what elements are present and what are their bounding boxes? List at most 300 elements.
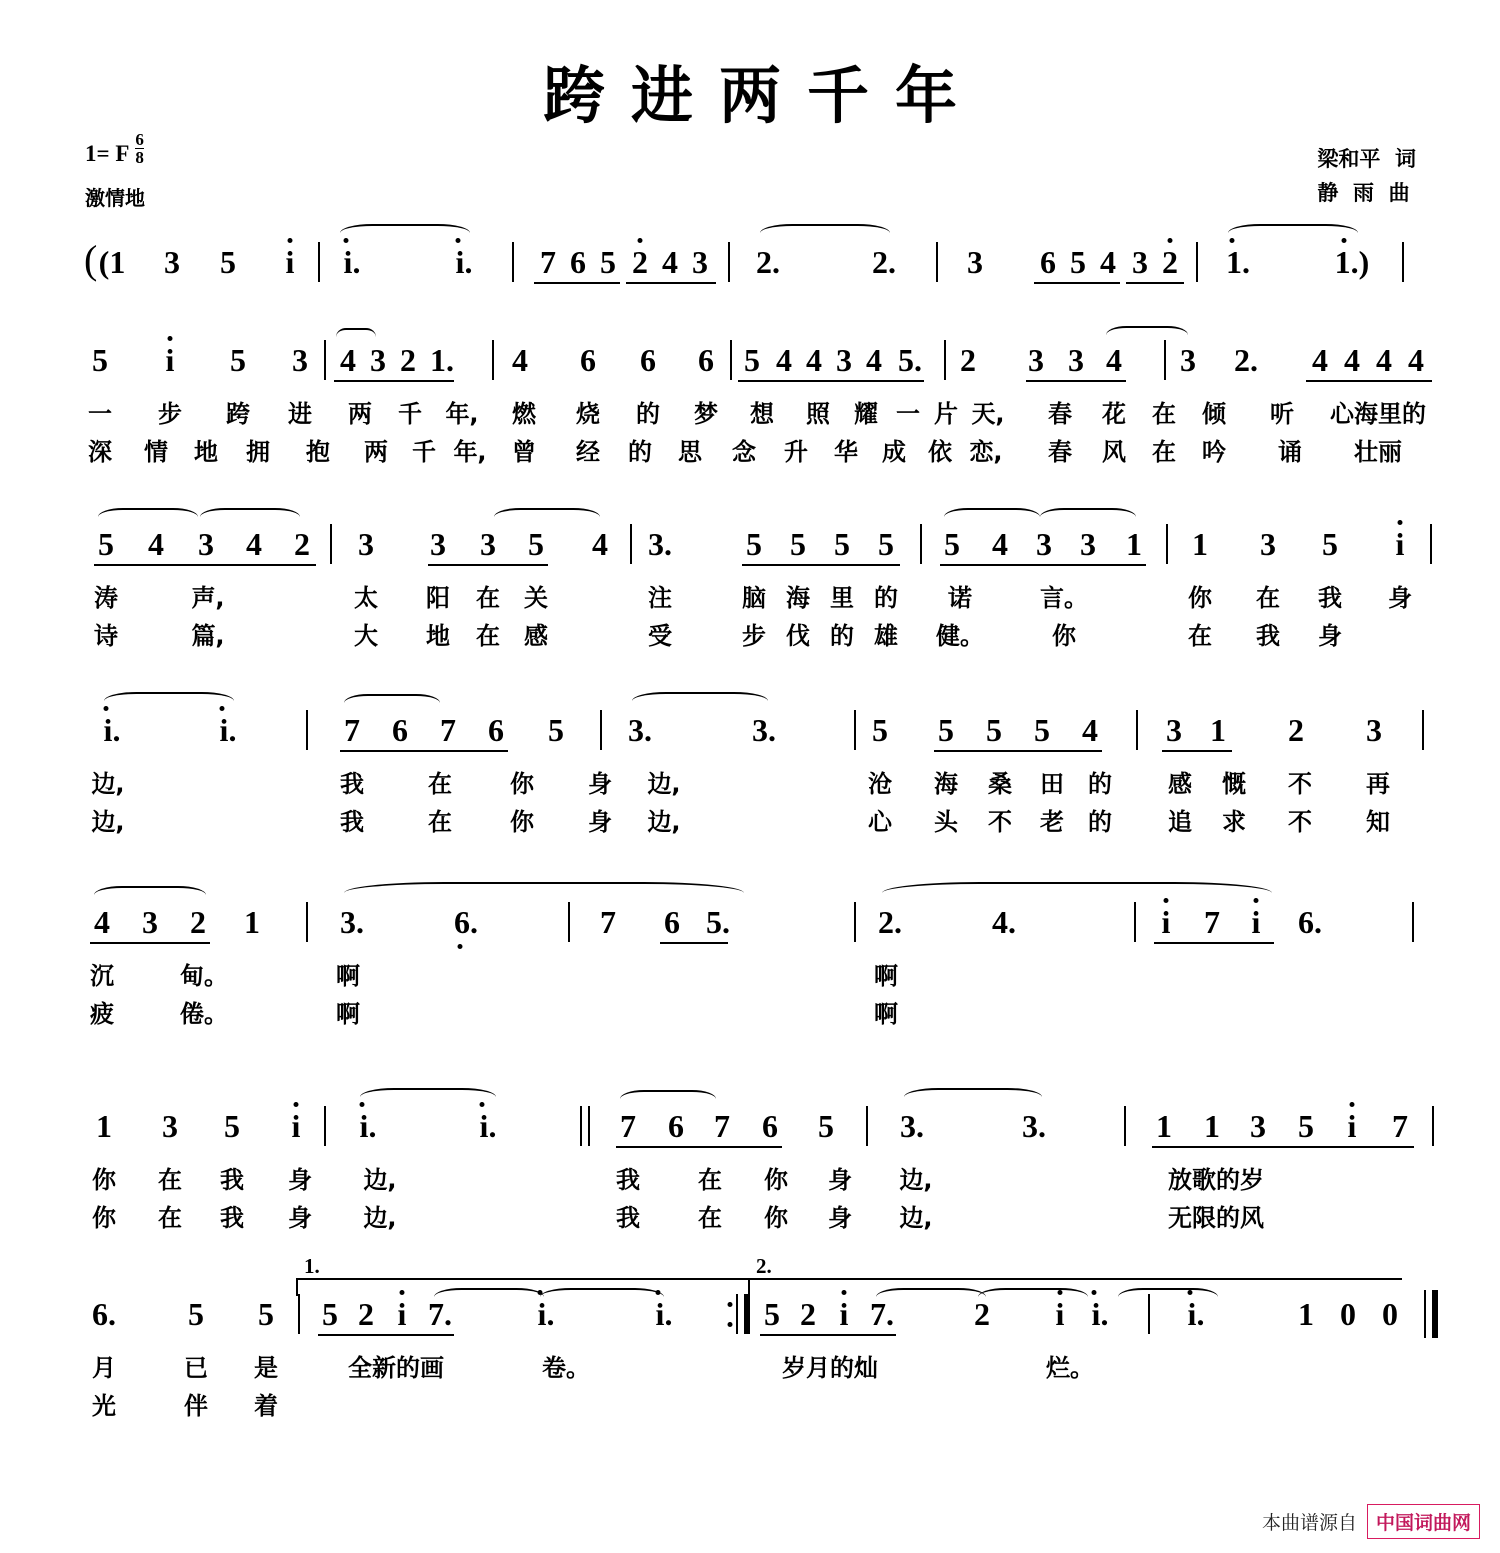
note: 7 <box>1392 1108 1408 1144</box>
note: 2 <box>358 1296 374 1332</box>
note: 3 <box>967 244 983 280</box>
barline <box>492 340 494 380</box>
lyric: 一 <box>88 400 112 428</box>
note: 5 <box>188 1296 204 1332</box>
note: 2. <box>872 244 896 280</box>
lyric: 我 <box>1318 584 1342 612</box>
note: i <box>1395 526 1405 562</box>
note: 4 <box>1106 342 1122 378</box>
note: 3 <box>370 342 386 378</box>
slur <box>98 508 198 526</box>
composer-credit: 静 雨 曲 <box>1317 180 1410 205</box>
lyric: 烧 <box>576 400 600 428</box>
note: 3 <box>164 244 180 280</box>
system-4 <box>0 706 1500 838</box>
lyric: 在 <box>698 1166 722 1194</box>
lyric: 伴 <box>184 1392 208 1420</box>
note: 5 <box>744 342 760 378</box>
lyric: 身 <box>1388 584 1412 612</box>
beam <box>340 750 508 752</box>
lyric: 照 <box>806 400 830 428</box>
lyric: 两 <box>364 438 388 466</box>
lyric: 你 <box>764 1166 788 1194</box>
note: 2 <box>294 526 310 562</box>
lyric: 的 <box>874 584 898 612</box>
lyric: 我 <box>1256 622 1280 650</box>
notes-row <box>0 898 1500 954</box>
note: 7. <box>428 1296 452 1332</box>
lyric-row-verse2 <box>0 1196 1500 1234</box>
lyric: 沉 <box>90 962 114 990</box>
lyric: 跨 <box>226 400 250 428</box>
note: 5 <box>224 1108 240 1144</box>
note: 5 <box>92 342 108 378</box>
note: 5 <box>938 712 954 748</box>
lyric: 的 <box>1088 770 1112 798</box>
lyric: 的 <box>628 438 652 466</box>
barline <box>854 902 856 942</box>
source-label: 本曲谱源自 <box>1261 1512 1357 1534</box>
barline <box>854 710 856 750</box>
lyric: 一 <box>896 400 920 428</box>
lyric: 心海里的 <box>1330 400 1426 428</box>
barline <box>1422 710 1424 750</box>
lyric: 烂。 <box>1046 1354 1094 1382</box>
lyric: 你 <box>92 1204 116 1232</box>
note: 7 <box>1204 904 1220 940</box>
lyric: 思 <box>678 438 702 466</box>
lyric: 在 <box>158 1204 182 1232</box>
note: 4 <box>1082 712 1098 748</box>
note: i <box>285 244 295 280</box>
slur <box>104 692 234 710</box>
lyric: 在 <box>1256 584 1280 612</box>
note: 5 <box>818 1108 834 1144</box>
note: 4 <box>1376 342 1392 378</box>
note: i. <box>103 712 121 748</box>
note: i <box>397 1296 407 1332</box>
lyric: 壮丽 <box>1354 438 1402 466</box>
lyric: 诵 <box>1278 438 1302 466</box>
lyric: 甸。 <box>180 962 228 990</box>
slur <box>200 508 300 526</box>
barline <box>730 340 732 380</box>
lyric-row-verse1 <box>0 392 1500 430</box>
time-signature <box>135 131 144 166</box>
note: 5. <box>898 342 922 378</box>
lyric: 脑 <box>742 584 766 612</box>
note: 3 <box>358 526 374 562</box>
system-1-intro <box>0 238 1500 294</box>
notes-row <box>0 520 1500 576</box>
lyric: 情 <box>144 438 168 466</box>
slur <box>1118 1288 1218 1306</box>
note: 4 <box>340 342 356 378</box>
lyric: 感 <box>1168 770 1192 798</box>
lyric: 边, <box>899 1204 933 1232</box>
beam <box>934 750 1102 752</box>
slur <box>540 1288 664 1306</box>
note: 7 <box>440 712 456 748</box>
note: 4 <box>148 526 164 562</box>
barline <box>588 1106 590 1146</box>
site-badge[interactable]: 中国词曲网 <box>1367 1504 1480 1539</box>
beam <box>1034 282 1120 284</box>
lyric: 光 <box>92 1392 116 1420</box>
note: 1.) <box>1334 244 1370 280</box>
note: 1 <box>1210 712 1226 748</box>
octave-dot-up <box>288 238 293 243</box>
note: 3. <box>340 904 364 940</box>
note: 3 <box>692 244 708 280</box>
lyric: 声, <box>191 584 225 612</box>
repeat-dot <box>728 1322 733 1327</box>
lyric-row-verse2 <box>0 800 1500 838</box>
note: 1. <box>1226 244 1250 280</box>
barline <box>330 524 332 564</box>
note: 5 <box>1322 526 1338 562</box>
note: i <box>1161 904 1171 940</box>
lyric: 身 <box>288 1166 312 1194</box>
lyric: 大 <box>354 622 378 650</box>
lyric: 沧 <box>868 770 892 798</box>
slur <box>1040 508 1136 526</box>
barline <box>1166 524 1168 564</box>
lyric: 啊 <box>874 1000 898 1028</box>
lyric: 言。 <box>1040 584 1088 612</box>
beam <box>1152 1146 1414 1148</box>
note: 3 <box>1132 244 1148 280</box>
note: i. <box>343 244 361 280</box>
barline <box>1432 1106 1434 1146</box>
note: 5 <box>528 526 544 562</box>
lyric: 诺 <box>948 584 972 612</box>
slur <box>1106 326 1188 344</box>
lyric: 在 <box>1152 438 1176 466</box>
beam <box>616 1146 782 1148</box>
lyric: 身 <box>288 1204 312 1232</box>
slur <box>876 1288 986 1306</box>
lyric: 不 <box>1288 770 1312 798</box>
lyric: 受 <box>648 622 672 650</box>
note: 6 <box>664 904 680 940</box>
lyric: 阳 <box>426 584 450 612</box>
barline <box>936 242 938 282</box>
lyric: 进 <box>288 400 312 428</box>
lyric: 身 <box>828 1204 852 1232</box>
lyric: 念 <box>732 438 756 466</box>
note: 5 <box>746 526 762 562</box>
lyric: 边, <box>91 770 125 798</box>
system-2 <box>0 336 1500 468</box>
lyric: 步 <box>742 622 766 650</box>
beam <box>1306 380 1432 382</box>
note: 6 <box>570 244 586 280</box>
lyric: 注 <box>648 584 672 612</box>
note: 5. <box>706 904 730 940</box>
note: 3 <box>198 526 214 562</box>
lyric: 依 <box>928 438 952 466</box>
lyric: 我 <box>220 1204 244 1232</box>
octave-dot-up <box>1164 898 1169 903</box>
note: 6 <box>488 712 504 748</box>
lyric: 你 <box>510 808 534 836</box>
lyric: 边, <box>363 1166 397 1194</box>
lyric: 你 <box>764 1204 788 1232</box>
note: 2 <box>400 342 416 378</box>
lyric: 倾 <box>1202 400 1226 428</box>
lyric: 不 <box>988 808 1012 836</box>
note: 4 <box>662 244 678 280</box>
key-signature: 1= F <box>85 141 130 166</box>
lyric-row-verse2 <box>0 1384 1500 1422</box>
note: 2 <box>190 904 206 940</box>
note: i <box>839 1296 849 1332</box>
note: 6 <box>640 342 656 378</box>
note: i <box>291 1108 301 1144</box>
lyric: 啊 <box>874 962 898 990</box>
lyric: 在 <box>698 1204 722 1232</box>
note: 5 <box>764 1296 780 1332</box>
note: 3. <box>752 712 776 748</box>
note: 1 <box>1204 1108 1220 1144</box>
note: 4 <box>1408 342 1424 378</box>
beam <box>1026 380 1126 382</box>
note: (1 <box>98 244 126 280</box>
note: 5 <box>258 1296 274 1332</box>
lyric: 边, <box>91 808 125 836</box>
lyric: 我 <box>340 808 364 836</box>
notes-row <box>0 1254 1500 1346</box>
lyric: 慨 <box>1222 770 1246 798</box>
note: 3 <box>292 342 308 378</box>
note: 3 <box>1068 342 1084 378</box>
note: 1 <box>1298 1296 1314 1332</box>
beam <box>94 564 316 566</box>
barline <box>1136 710 1138 750</box>
note: 3 <box>1166 712 1182 748</box>
lyric: 步 <box>158 400 182 428</box>
barline <box>298 1294 300 1334</box>
note: 4 <box>1100 244 1116 280</box>
note: 7 <box>620 1108 636 1144</box>
note: 7 <box>714 1108 730 1144</box>
slur <box>344 882 744 904</box>
note: 4 <box>592 526 608 562</box>
lyric: 边, <box>647 808 681 836</box>
lyric: 月 <box>92 1354 116 1382</box>
barline <box>600 710 602 750</box>
note: 5 <box>220 244 236 280</box>
slur <box>882 882 1272 904</box>
notes-row <box>0 336 1500 392</box>
note: 1 <box>96 1108 112 1144</box>
lyric: 春 <box>1048 438 1072 466</box>
lyric: 啊 <box>336 1000 360 1028</box>
notes-row <box>0 238 1500 294</box>
lyric: 想 <box>750 400 774 428</box>
note: 6 <box>698 342 714 378</box>
note: 5 <box>322 1296 338 1332</box>
octave-dot-up <box>1350 1102 1355 1107</box>
credits <box>1317 142 1416 210</box>
lyric: 的 <box>1088 808 1112 836</box>
slur <box>94 886 206 904</box>
note: 6 <box>762 1108 778 1144</box>
note: 2 <box>1162 244 1178 280</box>
note: 3. <box>628 712 652 748</box>
note: 3 <box>1028 342 1044 378</box>
lyric-row-verse2 <box>0 430 1500 468</box>
lyric: 边, <box>899 1166 933 1194</box>
barline <box>1402 242 1404 282</box>
note: 4 <box>866 342 882 378</box>
lyric: 老 <box>1040 808 1064 836</box>
notes-row <box>0 706 1500 762</box>
note: 5 <box>1298 1108 1314 1144</box>
note: 3 <box>1036 526 1052 562</box>
time-signature-denominator: 8 <box>135 147 144 167</box>
barline <box>944 340 946 380</box>
repeat-barline <box>744 1294 750 1334</box>
note: 2. <box>756 244 780 280</box>
barline <box>568 902 570 942</box>
note: i <box>165 342 175 378</box>
lyric-row-verse1 <box>0 1158 1500 1196</box>
note: i. <box>359 1108 377 1144</box>
note: 6. <box>92 1296 116 1332</box>
lyric: 健。 <box>936 622 984 650</box>
octave-dot-up <box>1168 238 1173 243</box>
note: 2 <box>800 1296 816 1332</box>
note: 3. <box>900 1108 924 1144</box>
lyric: 两 <box>348 400 372 428</box>
slur <box>494 508 600 526</box>
note: 6 <box>1040 244 1056 280</box>
lyric: 你 <box>1052 622 1076 650</box>
note: 2 <box>632 244 648 280</box>
system-7 <box>0 1254 1500 1422</box>
note: 3 <box>162 1108 178 1144</box>
lyric: 边, <box>647 770 681 798</box>
lyric: 你 <box>1188 584 1212 612</box>
note: 6. <box>454 904 478 940</box>
note: 2 <box>1288 712 1304 748</box>
beam <box>626 282 716 284</box>
lyric-row-verse1 <box>0 576 1500 614</box>
barline <box>920 524 922 564</box>
lyric: 疲 <box>90 1000 114 1028</box>
beam <box>1154 942 1274 944</box>
lyric: 身 <box>588 770 612 798</box>
lyric: 太 <box>354 584 378 612</box>
barline <box>1134 902 1136 942</box>
note: 5 <box>548 712 564 748</box>
lyric: 伐 <box>786 622 810 650</box>
barline <box>318 242 320 282</box>
lyric: 倦。 <box>180 1000 228 1028</box>
barline <box>728 242 730 282</box>
barline <box>306 902 308 942</box>
barline <box>1164 340 1166 380</box>
slur <box>1228 224 1358 242</box>
barline <box>512 242 514 282</box>
note: 4 <box>1312 342 1328 378</box>
note: 5 <box>1034 712 1050 748</box>
system-6 <box>0 1102 1500 1234</box>
lyric: 华 <box>834 438 858 466</box>
lyric: 听 <box>1270 400 1294 428</box>
final-barline <box>1432 1290 1438 1338</box>
beam <box>534 282 620 284</box>
note: 3 <box>1080 526 1096 562</box>
note: 7. <box>870 1296 894 1332</box>
note: i. <box>655 1296 673 1332</box>
note: 1 <box>1126 526 1142 562</box>
lyric: 是 <box>254 1354 278 1382</box>
note: 3 <box>1260 526 1276 562</box>
lyric: 身 <box>1318 622 1342 650</box>
barline <box>324 1106 326 1146</box>
lyric: 知 <box>1366 808 1390 836</box>
notes-row <box>0 1102 1500 1158</box>
beam <box>660 942 728 944</box>
octave-dot-up <box>1230 238 1235 243</box>
beam <box>940 564 1146 566</box>
note: 5 <box>872 712 888 748</box>
lyric: 卷。 <box>542 1354 590 1382</box>
lyric: 风 <box>1102 438 1126 466</box>
beam <box>428 564 548 566</box>
lyric-row-verse2 <box>0 614 1500 652</box>
lyric: 地 <box>194 438 218 466</box>
barline <box>630 524 632 564</box>
lyric: 在 <box>428 808 452 836</box>
system-5 <box>0 898 1500 1030</box>
note: 5 <box>834 526 850 562</box>
beam <box>1126 282 1184 284</box>
lyric: 春 <box>1048 400 1072 428</box>
note: i. <box>537 1296 555 1332</box>
note: 3 <box>836 342 852 378</box>
lyric: 升 <box>784 438 808 466</box>
note: 3 <box>142 904 158 940</box>
lyric: 涛 <box>94 584 118 612</box>
slur <box>944 508 1040 526</box>
barline <box>736 1294 738 1334</box>
beam <box>738 380 924 382</box>
slur <box>434 1288 544 1306</box>
beam <box>742 564 900 566</box>
lyric: 在 <box>476 584 500 612</box>
note: 4 <box>512 342 528 378</box>
note: 3 <box>1180 342 1196 378</box>
slur <box>632 692 768 710</box>
octave-dot-up <box>1254 898 1259 903</box>
slur <box>904 1088 1042 1106</box>
note: 5 <box>1070 244 1086 280</box>
beam <box>90 942 210 944</box>
lyric: 田 <box>1040 770 1064 798</box>
octave-dot-up <box>360 1102 365 1107</box>
note: i <box>1347 1108 1357 1144</box>
lyric: 燃 <box>512 400 536 428</box>
lyric: 年, <box>445 400 479 428</box>
lyric: 身 <box>828 1166 852 1194</box>
lyric: 在 <box>158 1166 182 1194</box>
beam <box>334 380 454 382</box>
lyric-row-verse1 <box>0 762 1500 800</box>
